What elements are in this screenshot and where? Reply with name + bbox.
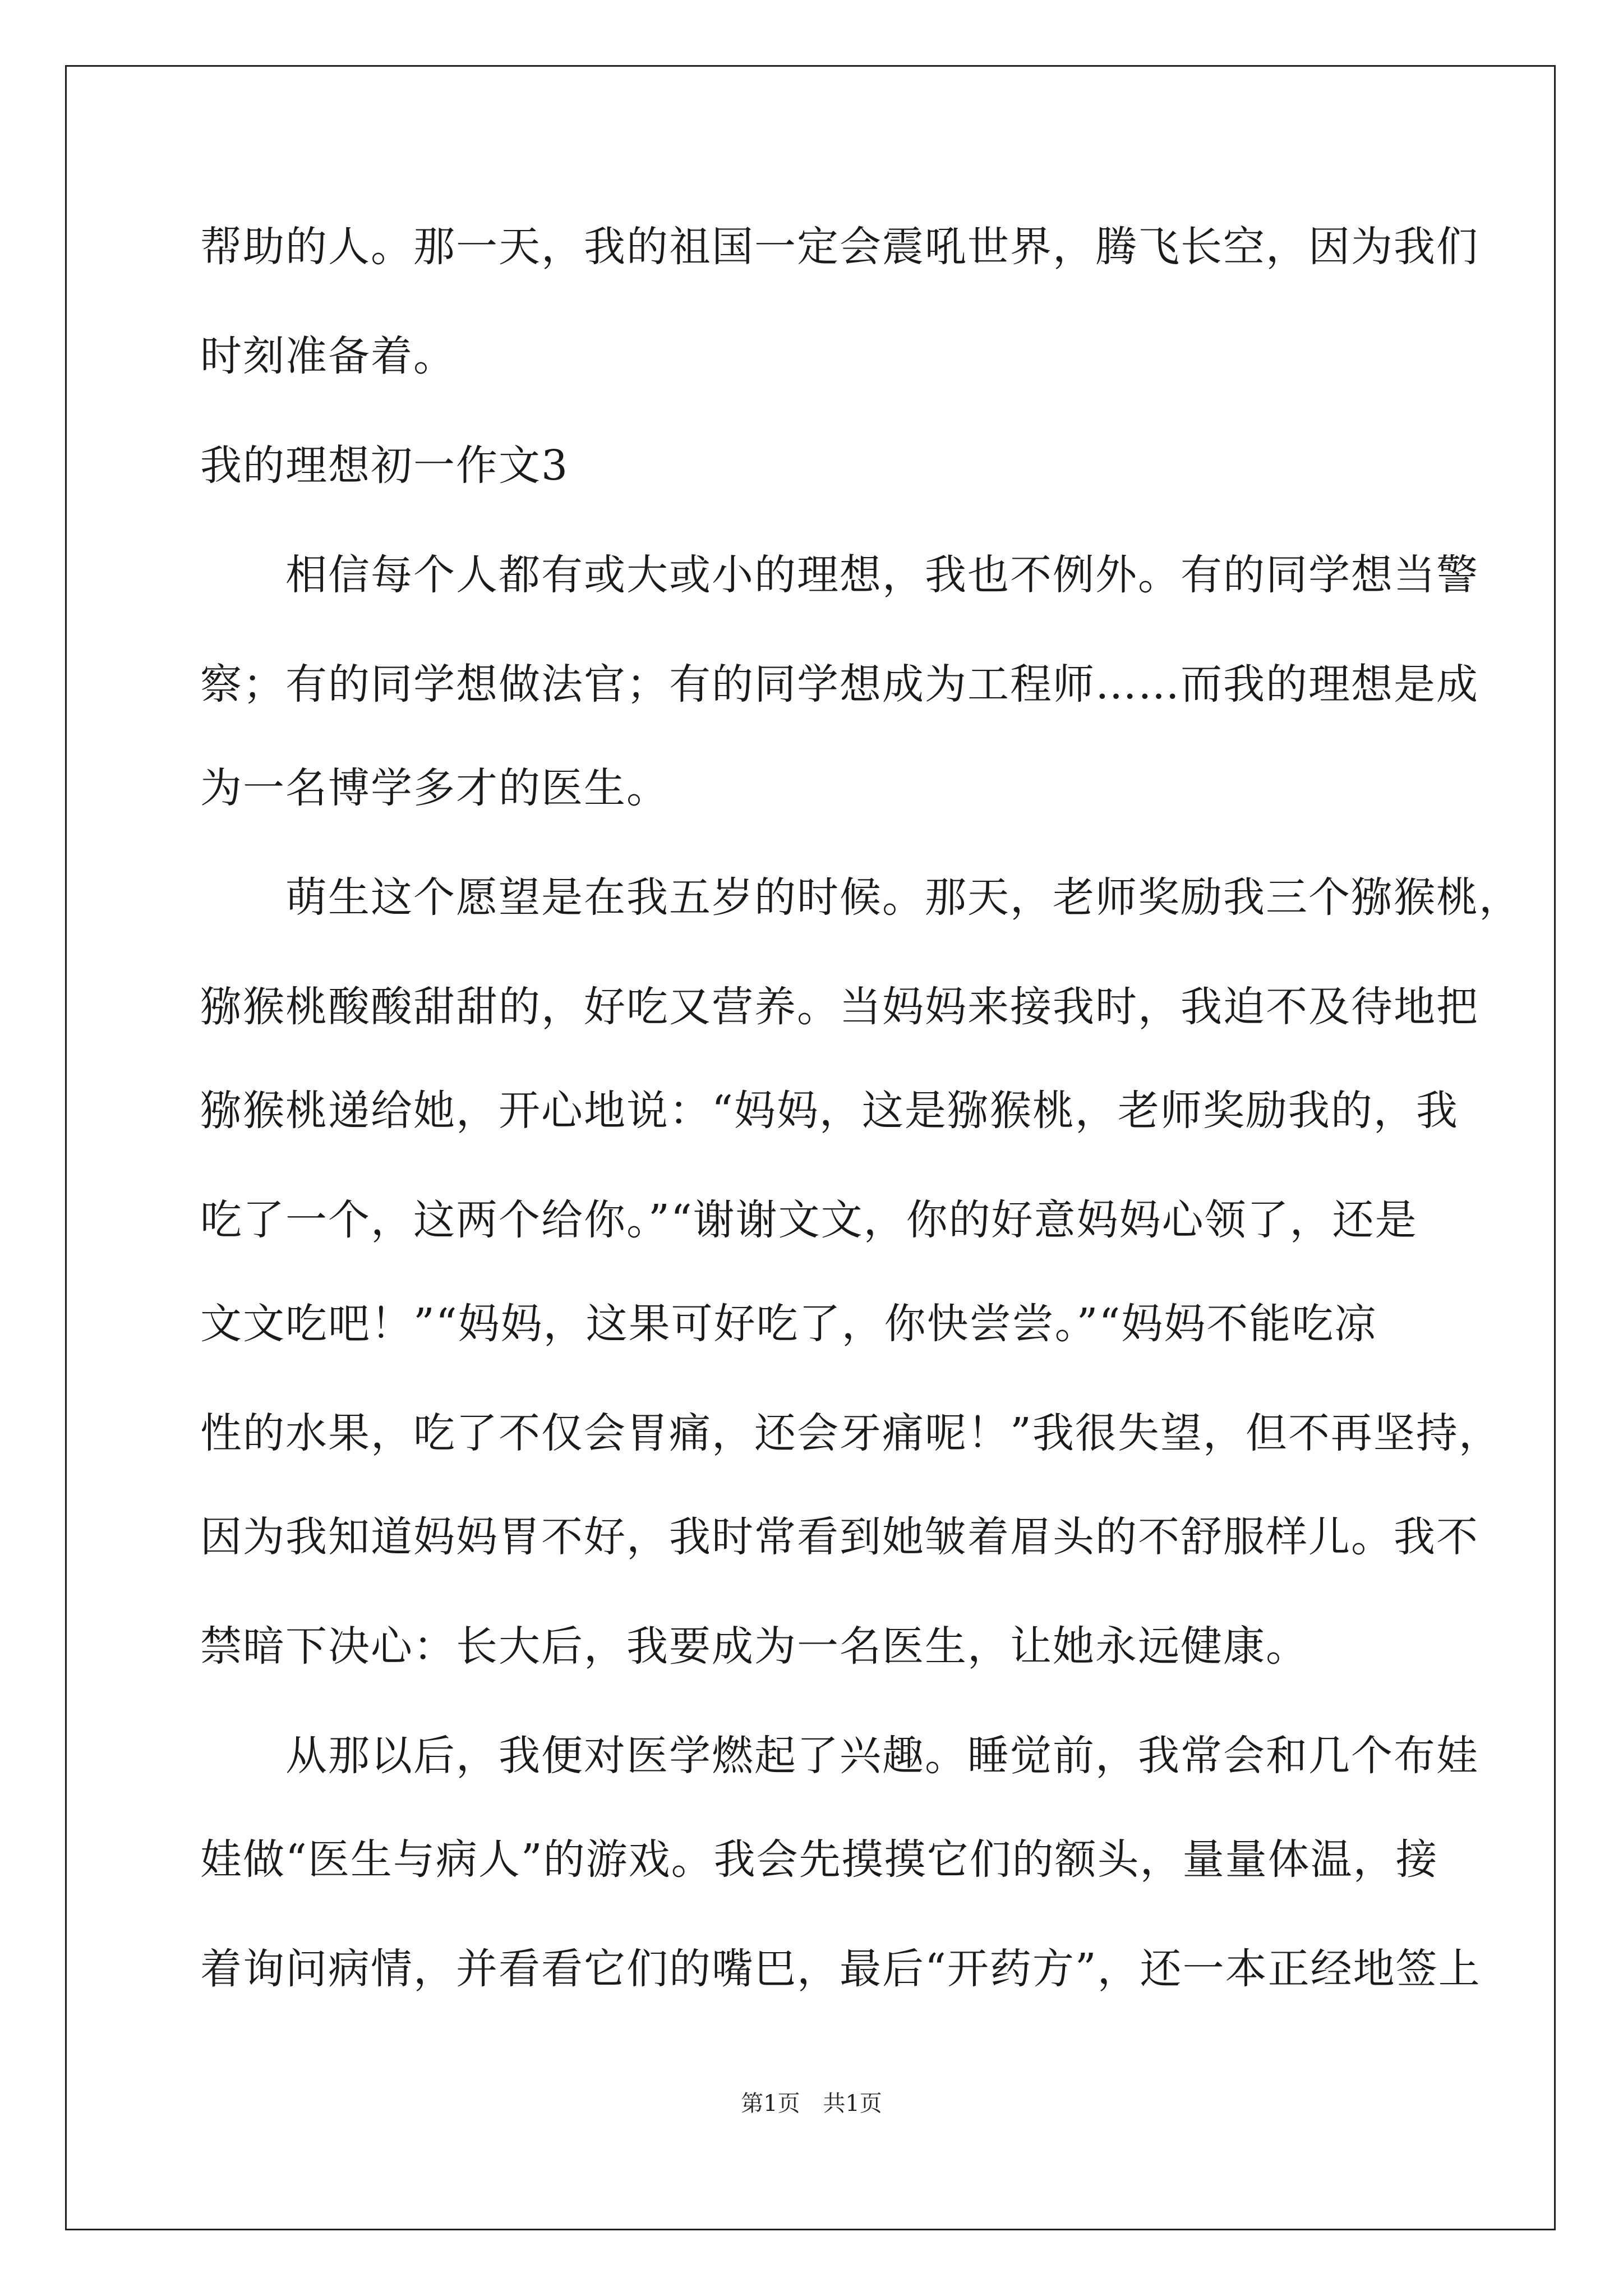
text-line: 吃了一个，这两个给你。”“谢谢文文，你的好意妈妈心领了，还是 [200,1196,1418,1244]
text-line: 察；有的同学想做法官；有的同学想成为工程师……而我的理想是成 [200,660,1479,708]
text-line: 时刻准备着。 [200,332,456,380]
text-line: 文文吃吧！”“妈妈，这果可好吃了，你快尝尝。”“妈妈不能吃凉 [200,1300,1377,1348]
text-line: 着询问病情，并看看它们的嘴巴，最后“开药方”，还一本正经地签上 [200,1945,1481,1993]
text-line: 帮助的人。那一天，我的祖国一定会震吼世界，腾飞长空，因为我们 [200,223,1479,271]
section-heading: 我的理想初一作文3 [200,441,569,490]
text-line: 因为我知道妈妈胃不好，我时常看到她皱着眉头的不舒服样儿。我不 [200,1513,1479,1561]
text-line: 猕猴桃酸酸甜甜的，好吃又营养。当妈妈来接我时，我迫不及待地把 [200,983,1479,1031]
text-line: 性的水果，吃了不仅会胃痛，还会牙痛呢！”我很失望，但不再坚持， [200,1409,1501,1457]
text-line: 相信每个人都有或大或小的理想，我也不例外。有的同学想当警 [200,551,1479,599]
page-number: 第1页 [741,2091,800,2116]
text-line: 娃做“医生与病人”的游戏。我会先摸摸它们的额头，量量体温，接 [200,1835,1438,1884]
text-line: 为一名博学多才的医生。 [200,764,669,812]
text-line: 从那以后，我便对医学燃起了兴趣。睡觉前，我常会和几个布娃 [200,1732,1479,1780]
text-line: 萌生这个愿望是在我五岁的时候。那天，老师奖励我三个猕猴桃， [200,873,1521,922]
page-footer [0,2087,1623,2120]
text-line: 禁暗下决心：长大后，我要成为一名医生，让她永远健康。 [200,1622,1308,1671]
page-border [65,65,1556,2230]
text-line: 猕猴桃递给她，开心地说：“妈妈，这是猕猴桃，老师奖励我的，我 [200,1087,1459,1135]
page-total: 共1页 [823,2091,882,2116]
